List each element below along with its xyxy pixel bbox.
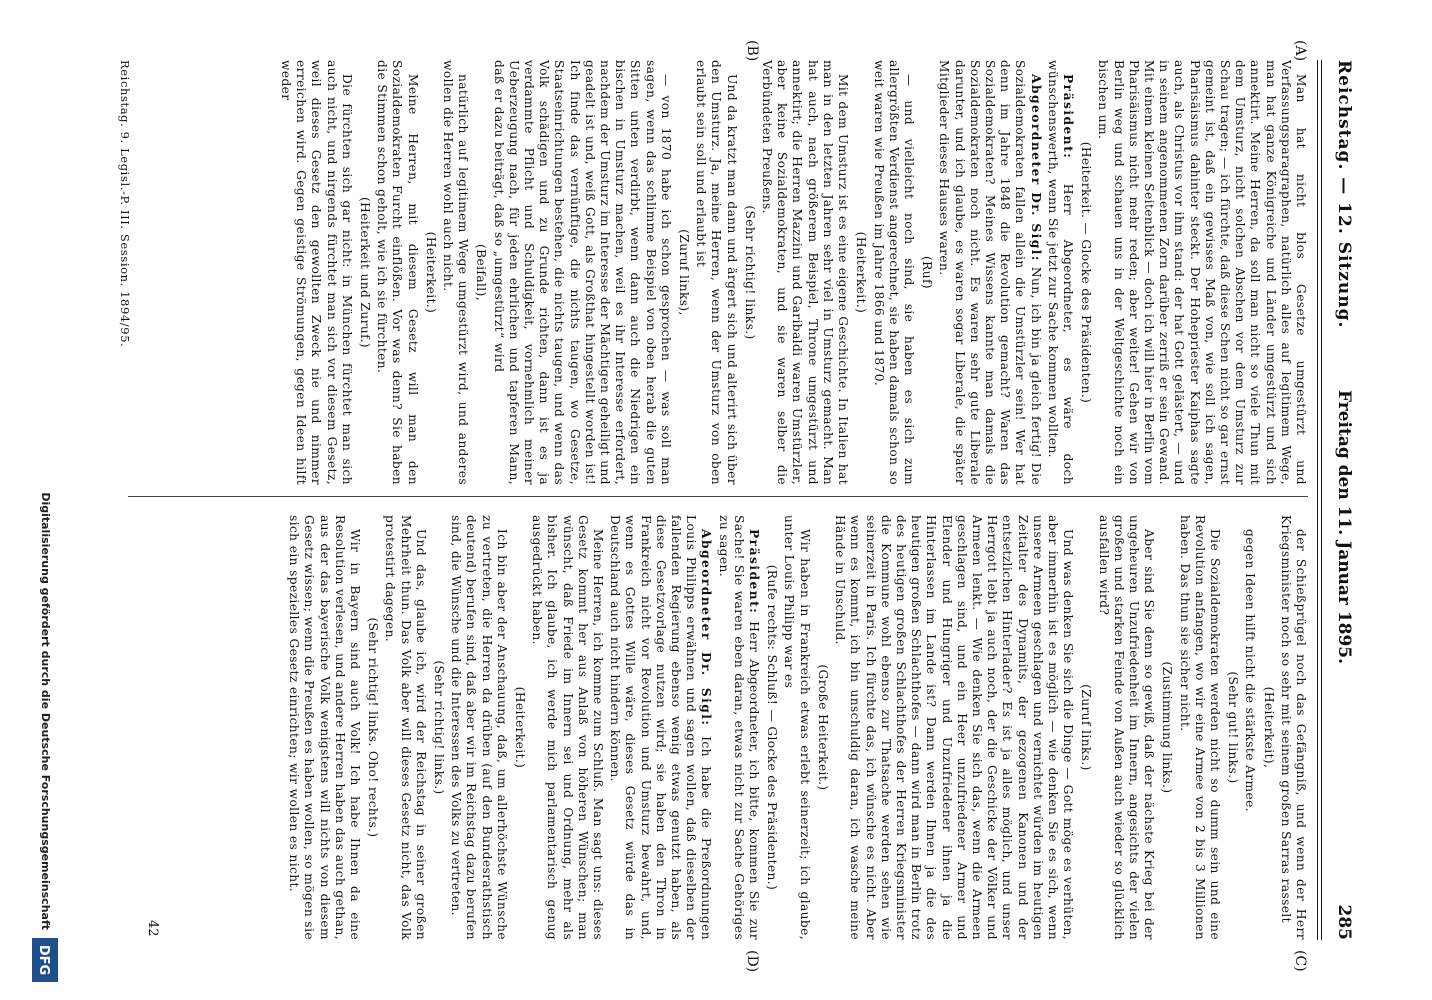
interjection: (Große Heiterkeit.): [815, 664, 830, 791]
interjection: (Ruf): [920, 255, 935, 290]
paragraph: Und da kratzt man dann und ärgert sich und alterirt sich über den Umsturz. Ja, meine Herren, wenn der Umsturz von oben erlaubt sein soll und erlaubt ist: [694, 60, 739, 485]
header-page-number: 285: [1334, 904, 1354, 940]
digitization-stripe: [20, 0, 60, 1000]
speech-text: Herr Abgeordneter, ich bitte, kommen Sie zur Sache! Sie waren eben daran, etwas nicht zur Sache Gehöriges zu sagen.: [716, 515, 762, 940]
margin-letter-a: (A): [1292, 40, 1308, 62]
speaker-paragraph: [607, 515, 713, 940]
margin-letter-c: (C): [1292, 950, 1308, 972]
paragraph: Die Sozialdemokraten werden nicht so dumm sein und eine Revolution anfangen, wo wir eine Armee von 2 bis 3 Millionen haben. Das thun sie sicher nicht.: [1177, 515, 1222, 940]
signature-number: 42: [145, 920, 160, 937]
speaker-name: Abgeordneter Dr. Sigl:: [1028, 74, 1043, 262]
dfg-logo-text: DFG: [36, 944, 51, 976]
paragraph: Wir haben in Frankreich etwas erlebt seinerzeit; ich glaube, unter Louis Philipp war es: [782, 515, 812, 940]
speaker-paragraph: [1045, 60, 1075, 485]
speaker-name: Abgeordneter Dr. Sigl:: [699, 529, 714, 727]
interjection: (Heiterkeit und Zuruf.): [358, 197, 373, 348]
interjection: (Heiterkeit.): [423, 231, 438, 314]
paragraph: Mit dem Umsturz ist es eine eigene Geschichte. In Italien hat man in den letzten Jahren sehr viel in Umsturz gemacht. Man hat auch, nach größerem Beispiel, Throne umgestürzt und annektirt; die Herren Mazzini und Garibaldi waren Umstürzler, aber keine Sozialdemokraten, und sie waren selber die Verbündeten Preußens.: [760, 60, 851, 485]
interjection: (Zuruf links),: [677, 229, 692, 316]
paragraph: Und was denken Sie sich die Dinge — Gott möge es verhüten, aber immerhin ist es möglich — wie denken Sie es sich, wenn unsere Armeen geschlagen und vernichtet würden im heutigen Zeitalter des Dynamits, der gezogenen Kanonen und der entsetzlichen Hinterlader? Es ist ja alles möglich, und unser Herrgott lebt ja auch noch, der die Geschicke der Völker und Armeen lenkt. — Wie denken Sie sich das, wenn die Armeen geschlagen sind, und ein Heer unzufriedener Armer und Elender und Hungriger und Unzufriedener ihnen ja die Hinterlassen im Lande ist? Dann werden Ihnen ja die des heutigen großen Schlachthofes — dann wird man in Berlin trotz des heutigen großen Schlachthofes der Herren Kriegsminister die Kommune wohl ebenso zur Thatsache werden sehen wie seinerzeit in Paris. Ich fürchte das, ich wünsche es nicht. Aber wenn es kommt, ich bin unschuldig daran, ich wasche meine Hände in Unschuld.: [833, 515, 1076, 940]
interjection: (Heiterkeit.): [513, 686, 528, 769]
paragraph: Die fürchten sich gar nicht: in München fürchtet man sich auch nicht, und nirgends fürchtet man sich vor diesem Gesetz, weil dieses Gesetz den gewollten Zweck nie und nimmer erreichen wird. Gegen geistige Strömungen, gegen Ideen hilft weder: [279, 60, 354, 485]
interjection: (Sehr richtig! links. Oho! rechts.): [366, 617, 381, 838]
paragraph: Aber sind Sie denn so gewiß, daß der nächste Krieg bei der ungeheuren Unzufriedenheit im Innern, angesichts der vielen großen und starken Feinde von Außen auch wieder so glücklich ausfallen wird?: [1096, 515, 1157, 940]
paragraph: der Schießprügel noch das Gefängniß, und wenn der Herr Kriegsminister noch so sehr mit seinem großen Sarras rasselt: [1278, 515, 1308, 940]
dfg-logo: [32, 938, 58, 982]
paragraph: — von 1870 habe ich schon gesprochen — was soll man sagen, wenn das schlimme Beispiel von oben herab die guten Sitten unten verdirbt, wenn dann auch die Niedrigen ein bischen in Umsturz machen, weil es ihr Interesse erfordert, nachdem der Umsturz im Interesse der Mächtigen geheiligt und geadelt ist und, weiß Gott, als Großthat hingestellt worden ist! Ich finde das vernünftige, die nichts taugen, wo Gesetze, Staatseinrichtungen bestehen, die nichts taugen, und wenn das Volk schädigen und zu Grunde richten, dann ist es ja verdammte Pflicht und Schuldigkeit, vornehmlich meiner Ueberzeugung nach, für jeden ehrlichen und tapferen Mann, daß er dazu beiträgt, daß so „umgestürzt“ wird: [491, 60, 673, 485]
interjection: (Heiterkeit),: [1261, 686, 1276, 769]
speaker-paragraph: [936, 60, 1042, 485]
margin-letter-d: (D): [744, 950, 760, 973]
interjection: (Heiterkeit. — Glocke des Präsidenten.): [1079, 141, 1094, 404]
paragraph: gegen Ideen hilft nicht die stärkste Armee.: [1243, 529, 1258, 812]
paragraph: — und vielleicht noch sind, sie haben es sich zum allergrößten Verdienst angerechnet, sie haben damals schon so weit waren wie Preußen im Jahre 1866 und 1870.: [871, 60, 916, 485]
left-column: [276, 60, 1308, 485]
speech-text: Herr Abgeordneter, es wäre doch wünschenswerth, wenn Sie jetzt zur Sache kommen wollten.: [1045, 60, 1075, 485]
interjection: (Zustimmung links.): [1160, 661, 1175, 794]
footer-session-note: Reichstag. 9. Legisl.-P. III. Session. 1894/95.: [118, 60, 132, 348]
interjection: (Sehr richtig! links.): [742, 205, 757, 340]
digitization-note: Digitalisierung gefördert durch die Deutsche Forschungsgemeinschaft: [39, 492, 52, 930]
paragraph: Wir in Bayern sind auch Volk! Ich habe Ihnen da eine Resolution verlesen, und andere Herren haben das auch gethan, aus der das bayerische Volk wenigstens will nichts von diesem Gesetz wissen; wenn die Preußen es haben wollen, so mögen sie sich ein spezielles Gesetz einrichten; wir wollen es nicht.: [287, 515, 363, 940]
interjection: (Heiterkeit.): [854, 231, 869, 314]
header-rule: [1321, 60, 1322, 940]
paragraph: Meine Herren, mit diesem Gesetz will man den Sozialdemokraten Furcht einflößen. Vor was denn? Sie haben die Stimmen schon geholt, wie ich sie fürchten.: [375, 60, 420, 485]
interjection: (Sehr richtig! links.): [432, 660, 447, 795]
running-head: [1324, 60, 1354, 940]
paragraph: Meine Herren, ich komme zum Schluß. Man sagt uns: dieses Gesetz kommt her aus Anlaß von höheren Wünschen; man wünscht, daß Friede im Innern sei und Ordnung, mehr als bisher. Ich glaube, ich werde mich parlamentarisch genug ausgedrückt haben.: [530, 515, 606, 940]
speech-text: Ich habe die Preßordnungen Louis Philipps erwähnen und sagen wollen, daß dieselben der fallenden Regierung ebenso wenig etwas genutzt haben, als diese Gesetzvorlage nutzen wird; sie haben den Thron in Frankreich nicht vor Revolution und Umsturz bewahrt, und, wenn es Gottes Wille wäre, dieses Gesetz würde das in Deutschland auch nicht hindern können.: [608, 515, 714, 940]
interjection: (Zuruf links.): [1079, 684, 1094, 771]
right-column: [284, 515, 1308, 940]
speaker-name: Präsident:: [1060, 74, 1075, 160]
paragraph: Ich bin aber der Anschauung, daß, um allerhöchste Wünsche zu vertreten, die Herren da drüben (auf den Bundesrathstisch deutend) berufen sind, daß aber wir im Reichstag dazu berufen sind, die Wünsche und die Interessen des Volks zu vertreten.: [449, 515, 509, 940]
header-date: Freitag den 11. Januar 1895.: [1334, 390, 1354, 665]
speaker-paragraph: [715, 515, 761, 940]
paragraph: Man hat nicht blos Gesetze umgestürzt und Verfassungsparagraphen, natürlich alles auf legitimem Wege, man hat ganze Königreiche und Länder umgestürzt und sich annektirt. Meine Herren, da soll man nicht so viele Thun mit dem Umsturz, nicht solchen Abschen vor dem Umsturz zur Schau tragen; — ich fürchte, daß diese Schen nicht so gar ernst gemeint ist, daß ein gewisses Maß von, wie soll ich sagen, Pharisäismus dahinter steckt. Der Hohepriester Kaiphas sagte auch, als Christus vor ihm stand: der hat Gott gelästert, — und in seinem angenommenen Zorn darüber zerriß er sein Gewand. Mit einem kleinen Seitenblick — doch ich will hier in Berlin vom Pharisäismus nicht mehr reden; aber weiter! Gehen wir von Berlin weg und schauen uns in der Weltgeschichte noch ein bischen um.: [1096, 60, 1308, 485]
header-session: Reichstag. — 12. Sitzung.: [1334, 60, 1354, 329]
paragraph: Und das, glaube ich, wird der Reichstag in seiner großen Mehrheit thun. Das Volk aber will dieses Gesetz nicht, das Volk protestirt dagegen.: [383, 515, 428, 940]
header-rule-thin: [1317, 60, 1318, 940]
speaker-name: Präsident:: [747, 529, 762, 615]
interjection: (Rufe rechts: Schluß! — Glocke des Präsidenten.): [765, 564, 780, 891]
speech-text: Nun, ich bin ja gleich fertig! Die Sozialdemokraten fallen allein die Umstürzler sein! Wer hat denn im Jahre 1848 die Revolution gemacht? Waren das Sozialdemokraten? Meines Wissens kannte man damals die Sozialdemokraten noch nicht. Es waren sehr gute Liberale darunter, und ich glaube, es waren sogar Liberale, die später Mitglieder dieses Hauses waren.: [937, 60, 1043, 485]
interjection: (Sehr gut! links.): [1226, 671, 1241, 784]
column-divider: [128, 496, 1308, 497]
paragraph: natürlich auf legitimem Wege umgestürzt wird, und anderes wollen die Herren wohl auch nicht.: [441, 60, 471, 485]
margin-letter-b: (B): [744, 40, 760, 62]
interjection: (Beifall),: [474, 243, 489, 302]
